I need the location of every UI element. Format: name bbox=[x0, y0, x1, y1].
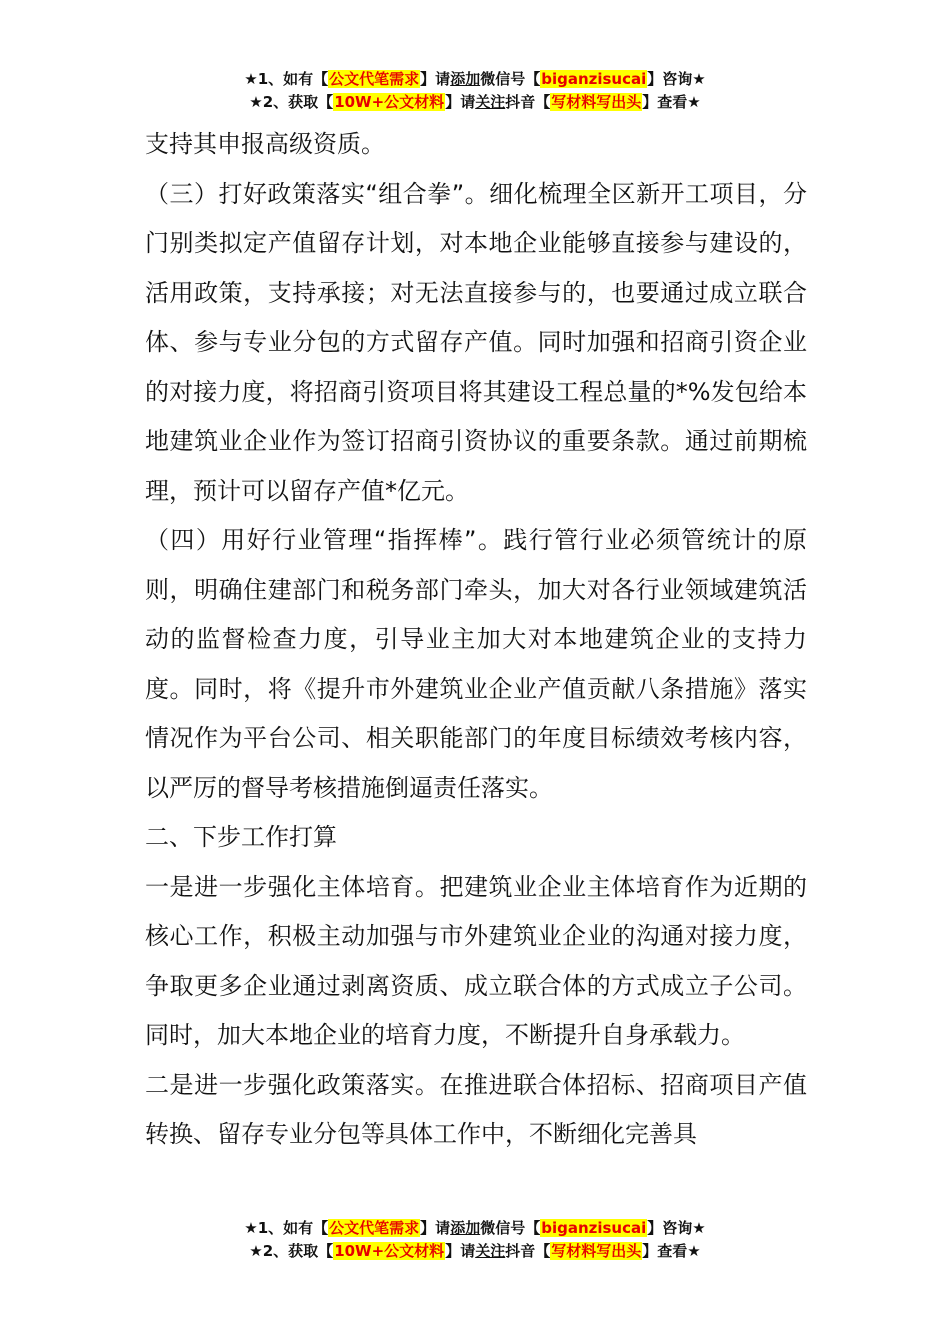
document-body bbox=[145, 120, 807, 1160]
wechat-id: biganzisucai bbox=[541, 1219, 647, 1237]
banner-line-1 bbox=[0, 68, 950, 91]
banner-text: 】请 bbox=[445, 93, 476, 111]
highlight-text: 10W+公文材料 bbox=[334, 1242, 445, 1260]
paragraph: 二是进一步强化政策落实。在推进联合体招标、招商项目产值转换、留存专业分包等具体工作中，不断细化完善具 bbox=[145, 1070, 807, 1148]
banner-text: 】请 bbox=[420, 1219, 451, 1237]
banner-text: 】请 bbox=[420, 70, 451, 88]
paragraph: 一是进一步强化主体培育。把建筑业企业主体培育作为近期的核心工作，积极主动加强与市外建筑业企业的沟通对接力度，争取更多企业通过剥离资质、成立联合体的方式成立子公司。同时，加大本地企业的培育力度，不断提升自身承载力。 bbox=[145, 872, 807, 1049]
banner-text: 】请 bbox=[445, 1242, 476, 1260]
douyin-account: 写材料写出头 bbox=[551, 1242, 642, 1260]
underlined-text: 添加 bbox=[450, 70, 481, 88]
banner-text: 】咨询★ bbox=[647, 1219, 706, 1237]
banner-text: 抖音【 bbox=[505, 1242, 551, 1260]
underlined-text: 添加 bbox=[450, 1219, 481, 1237]
section-heading: 二、下步工作打算 bbox=[145, 823, 337, 851]
wechat-id: biganzisucai bbox=[541, 70, 647, 88]
underlined-text: 关注 bbox=[475, 1242, 506, 1260]
douyin-account: 写材料写出头 bbox=[551, 93, 642, 111]
banner-text: 微信号【 bbox=[480, 1219, 541, 1237]
banner-line-2 bbox=[0, 91, 950, 114]
banner-text: ★1、如有【 bbox=[244, 70, 329, 88]
banner-text: ★1、如有【 bbox=[244, 1219, 329, 1237]
banner-text: 抖音【 bbox=[505, 93, 551, 111]
paragraph: （三）打好政策落实“组合拳”。细化梳理全区新开工项目，分门别类拟定产值留存计划，对本地企业能够直接参与建设的，活用政策，支持承接；对无法直接参与的，也要通过成立联合体、参与专业分包的方式留存产值。同时加强和招商引资企业的对接力度，将招商引资项目将其建设工程总量的*%发包给本地建筑业企业作为签订招商引资协议的重要条款。通过前期梳理，预计可以留存产值*亿元。 bbox=[145, 179, 807, 505]
banner-text: 微信号【 bbox=[480, 70, 541, 88]
highlight-text: 公文代笔需求 bbox=[329, 1219, 420, 1237]
underlined-text: 关注 bbox=[475, 93, 506, 111]
banner-text: ★2、获取【 bbox=[249, 93, 334, 111]
banner-text: 】咨询★ bbox=[647, 70, 706, 88]
paragraph: 支持其申报高级资质。 bbox=[145, 130, 385, 158]
header-banner bbox=[0, 68, 950, 114]
paragraph: （四）用好行业管理“指挥棒”。践行管行业必须管统计的原则，明确住建部门和税务部门牵头，加大对各行业领域建筑活动的监督检查力度，引导业主加大对本地建筑企业的支持力度。同时，将《提升市外建筑业企业产值贡献八条措施》落实情况作为平台公司、相关职能部门的年度目标绩效考核内容，以严厉的督导考核措施倒逼责任落实。 bbox=[145, 526, 807, 802]
banner-text: 】查看★ bbox=[642, 93, 701, 111]
banner-line-1 bbox=[0, 1217, 950, 1240]
banner-text: 】查看★ bbox=[642, 1242, 701, 1260]
banner-line-2 bbox=[0, 1240, 950, 1263]
highlight-text: 10W+公文材料 bbox=[334, 93, 445, 111]
highlight-text: 公文代笔需求 bbox=[329, 70, 420, 88]
banner-text: ★2、获取【 bbox=[249, 1242, 334, 1260]
footer-banner bbox=[0, 1217, 950, 1263]
